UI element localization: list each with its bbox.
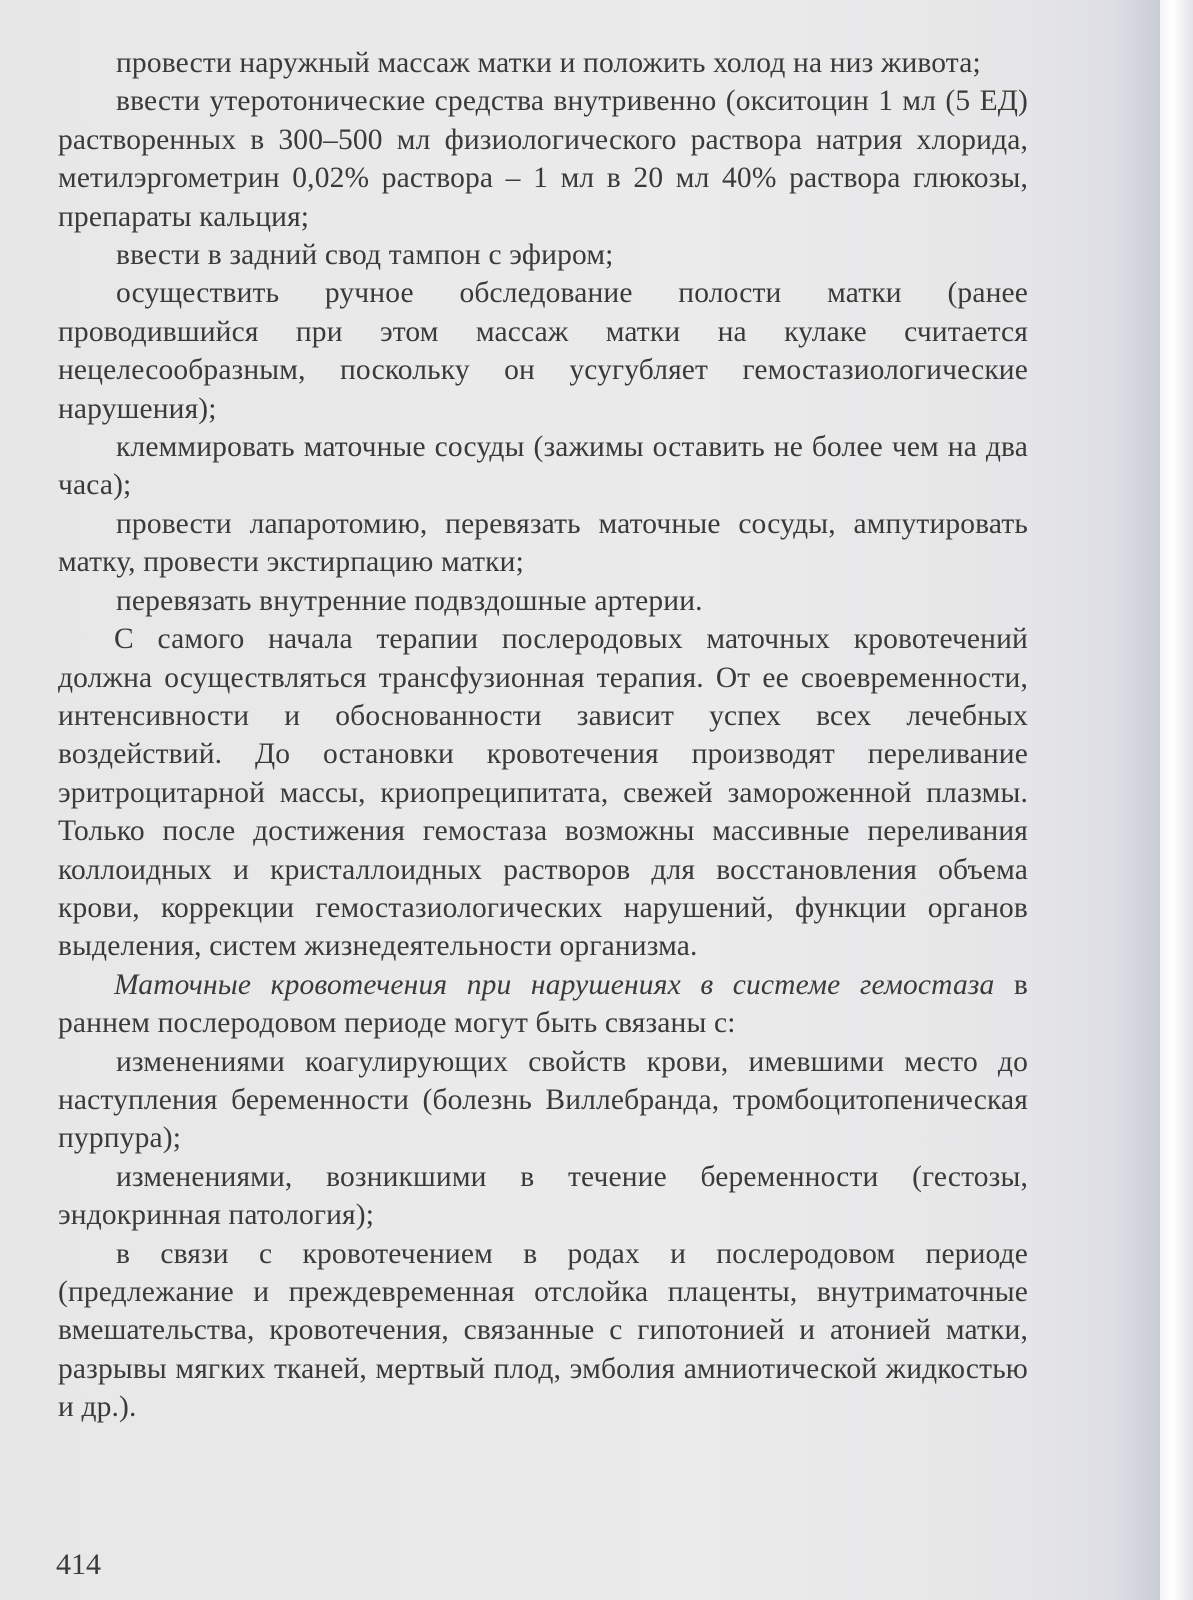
list-item-clamping: клеммировать маточные сосуды (зажимы оставить не более чем на два часа);	[58, 431, 1028, 502]
italic-term: Маточные кровотечения при нарушениях в системе гемостаза	[114, 968, 995, 1001]
list-item-coagulation: изменениями коагулирующих свойств крови, имевшими место до наступления беременности (болезнь Виллебранда, тромбоцитопеническая пурпура);	[58, 1045, 1028, 1155]
page-gutter	[1160, 0, 1193, 1600]
list-item-pregnancy-changes: изменениями, возникшими в течение беременности (гестозы, эндокринная патология);	[58, 1160, 1028, 1232]
list-item-uterotonics: ввести утеротонические средства внутривенно (окситоцин 1 мл (5 ЕД) растворенных в 300–500 мл физиологического раствора натрия хлорида, метилэргометрин 0,02% раствора – 1 мл в 20 мл 40% раствора глюкозы, препараты кальция;	[58, 85, 1028, 233]
page-body	[58, 44, 1028, 1427]
page-number: 414	[56, 1548, 101, 1581]
list-item-tampon: ввести в задний свод тампон с эфиром;	[116, 239, 614, 272]
list-item-labor-bleeding: в связи с кровотечением в родах и послеродовом периоде (предлежание и преждевременная отслойка плаценты, внутриматочные вмешательства, кровотечения, связанные с гипотонией и атонией матки, разрывы мягких тканей, мертвый плод, эмболия амниотической жидкостью и др.).	[58, 1237, 1028, 1424]
paragraph-hemostasis-rest: в раннем послеродовом периоде могут быть связаны с:	[58, 968, 1029, 1040]
paragraph-hemostasis	[58, 966, 1028, 1043]
list-item-massage: провести наружный массаж матки и положить холод на низ живота;	[116, 47, 981, 79]
paragraph-transfusion: С самого начала терапии послеродовых маточных кровотечений должна осуществляться трансфузионная терапия. От ее своевременности, интенсивности и обоснованности зависит успех всех лечебных воздействий. До остановки кровотечения производят переливание эритроцитарной массы, криопреципитата, свежей замороженной плазмы. Только после достижения гемостаза возможны массивные переливания коллоидных и кристаллоидных растворов для восстановления объема крови, коррекции гемостазиологических нарушений, функции органов выделения, систем жизнедеятельности организма.	[58, 623, 1028, 963]
list-item-laparotomy: провести лапаротомию, перевязать маточные сосуды, ампутировать матку, провести экстирпацию матки;	[58, 507, 1028, 579]
list-item-manual-exam: осуществить ручное обследование полости матки (ранее проводившийся при этом массаж матки на кулаке считается нецелесообразным, поскольку он усугубляет гемостазиологические нарушения);	[58, 277, 1028, 425]
list-item-ligation: перевязать внутренние подвздошные артерии.	[116, 584, 703, 617]
